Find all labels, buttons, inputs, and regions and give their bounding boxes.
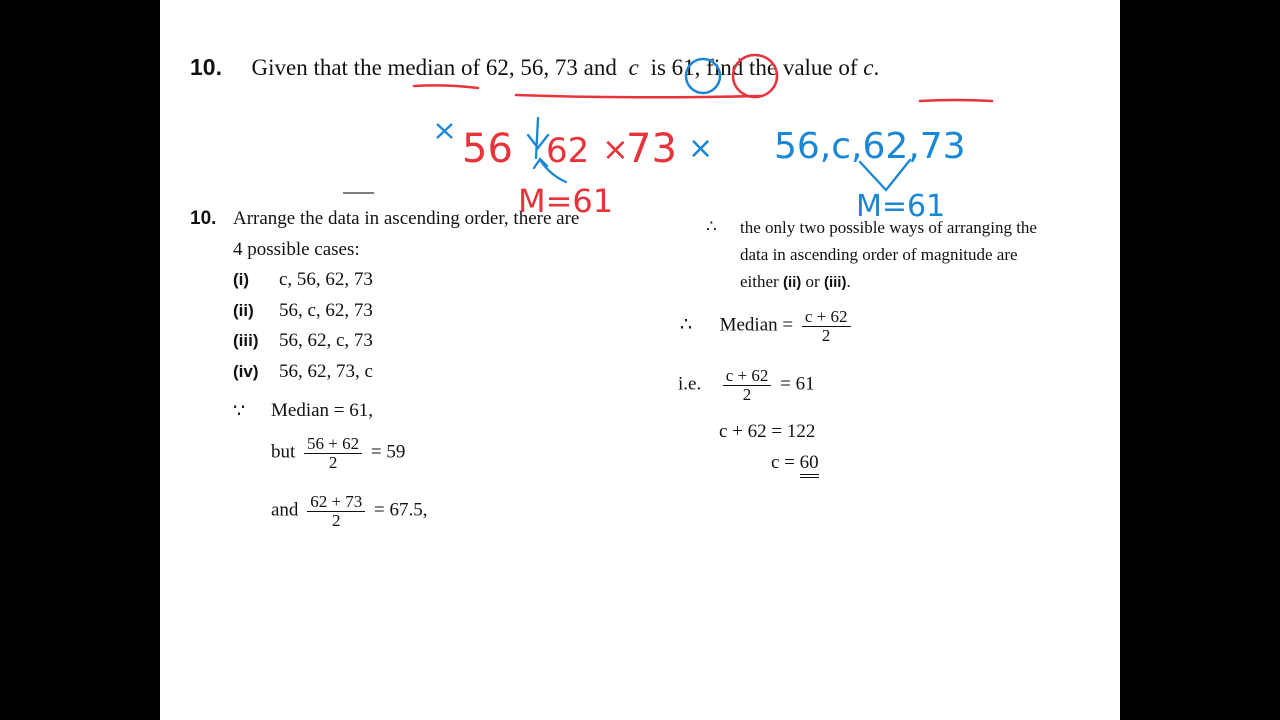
therefore-symbol: ∴ <box>706 217 717 236</box>
sixty-one-circle <box>733 55 777 97</box>
fraction-numerator: c + 62 <box>723 367 772 386</box>
median-equation: Median = 61, <box>271 400 374 421</box>
median-label: Median = <box>719 314 794 336</box>
case-ref-ii: (ii) <box>782 274 802 291</box>
step-2-lhs: c = <box>771 452 795 473</box>
case-label: (iv) <box>233 362 259 381</box>
fraction-denominator: 2 <box>742 384 752 404</box>
question-period: . <box>873 55 880 80</box>
solution-number: 10. <box>190 208 217 229</box>
right-line-2: data in ascending order of magnitude are <box>740 245 1018 264</box>
case-label: (i) <box>233 270 250 289</box>
red-arrow-up <box>528 118 548 158</box>
fraction-numerator: 56 + 62 <box>304 435 362 454</box>
case-text: 56, c, 62, 73 <box>279 300 373 321</box>
red-median-label: M=61 <box>518 182 614 220</box>
fraction-denominator: 2 <box>328 452 338 472</box>
case-label: (iii) <box>233 331 259 350</box>
red-cross-mid: × <box>602 130 629 168</box>
ie-result: = 61 <box>780 373 815 395</box>
fraction-numerator: 62 + 73 <box>307 493 365 512</box>
fraction-denominator: 2 <box>821 325 831 345</box>
right-line-1: the only two possible ways of arranging the <box>740 218 1037 237</box>
red-seq-56: 56 <box>462 126 513 172</box>
data-underline <box>516 95 760 97</box>
answer-value: 60 <box>800 453 819 478</box>
document-page <box>160 0 1120 720</box>
median-underline <box>414 85 478 88</box>
handwriting-overlay <box>160 0 1120 720</box>
blue-cross-right: × <box>688 131 714 166</box>
question-text-c: , find the value of <box>694 55 858 80</box>
and-word: and <box>271 499 299 521</box>
blue-median-label: M=61 <box>856 189 946 224</box>
question-var-c: c <box>628 55 639 80</box>
red-seq-62: 62 <box>546 131 590 171</box>
fraction-result: = 67.5, <box>374 499 428 521</box>
question-var-c2: c <box>863 55 874 80</box>
fraction-result: = 59 <box>370 441 406 463</box>
case-text: 56, 62, 73, c <box>279 361 373 382</box>
c-circle <box>686 59 720 93</box>
case-label: (ii) <box>233 301 254 320</box>
case-ref-iii: (iii) <box>823 274 847 291</box>
of-c-underline <box>920 100 992 101</box>
question-number: 10. <box>190 54 222 80</box>
question-text-is: is <box>650 55 666 80</box>
blue-sequence: 56,c,62,73 <box>774 126 966 167</box>
case-text: c, 56, 62, 73 <box>279 269 373 290</box>
period: . <box>846 272 851 291</box>
red-seq-73: 73 <box>626 126 677 172</box>
but-word: but <box>271 441 296 463</box>
ie-label: i.e. <box>678 373 702 395</box>
question-word-median: median <box>387 55 456 80</box>
step-1: c + 62 = 122 <box>719 421 816 442</box>
therefore-symbol-2: ∴ <box>680 314 693 336</box>
question-value-61: 61 <box>671 55 695 80</box>
word-either: either <box>740 272 779 291</box>
case-text: 56, 62, c, 73 <box>279 330 373 351</box>
word-or: or <box>805 272 820 291</box>
solution-line-1: Arrange the data in ascending order, there are <box>233 208 580 229</box>
question-text-b: of 62, 56, 73 and <box>460 55 617 80</box>
fraction-numerator: c + 62 <box>802 308 851 327</box>
question-text-a: Given that the <box>251 55 382 80</box>
because-symbol: ∵ <box>233 401 246 422</box>
blue-cross-left <box>437 124 452 138</box>
fraction-denominator: 2 <box>331 510 341 530</box>
solution-line-2: 4 possible cases: <box>233 239 360 260</box>
